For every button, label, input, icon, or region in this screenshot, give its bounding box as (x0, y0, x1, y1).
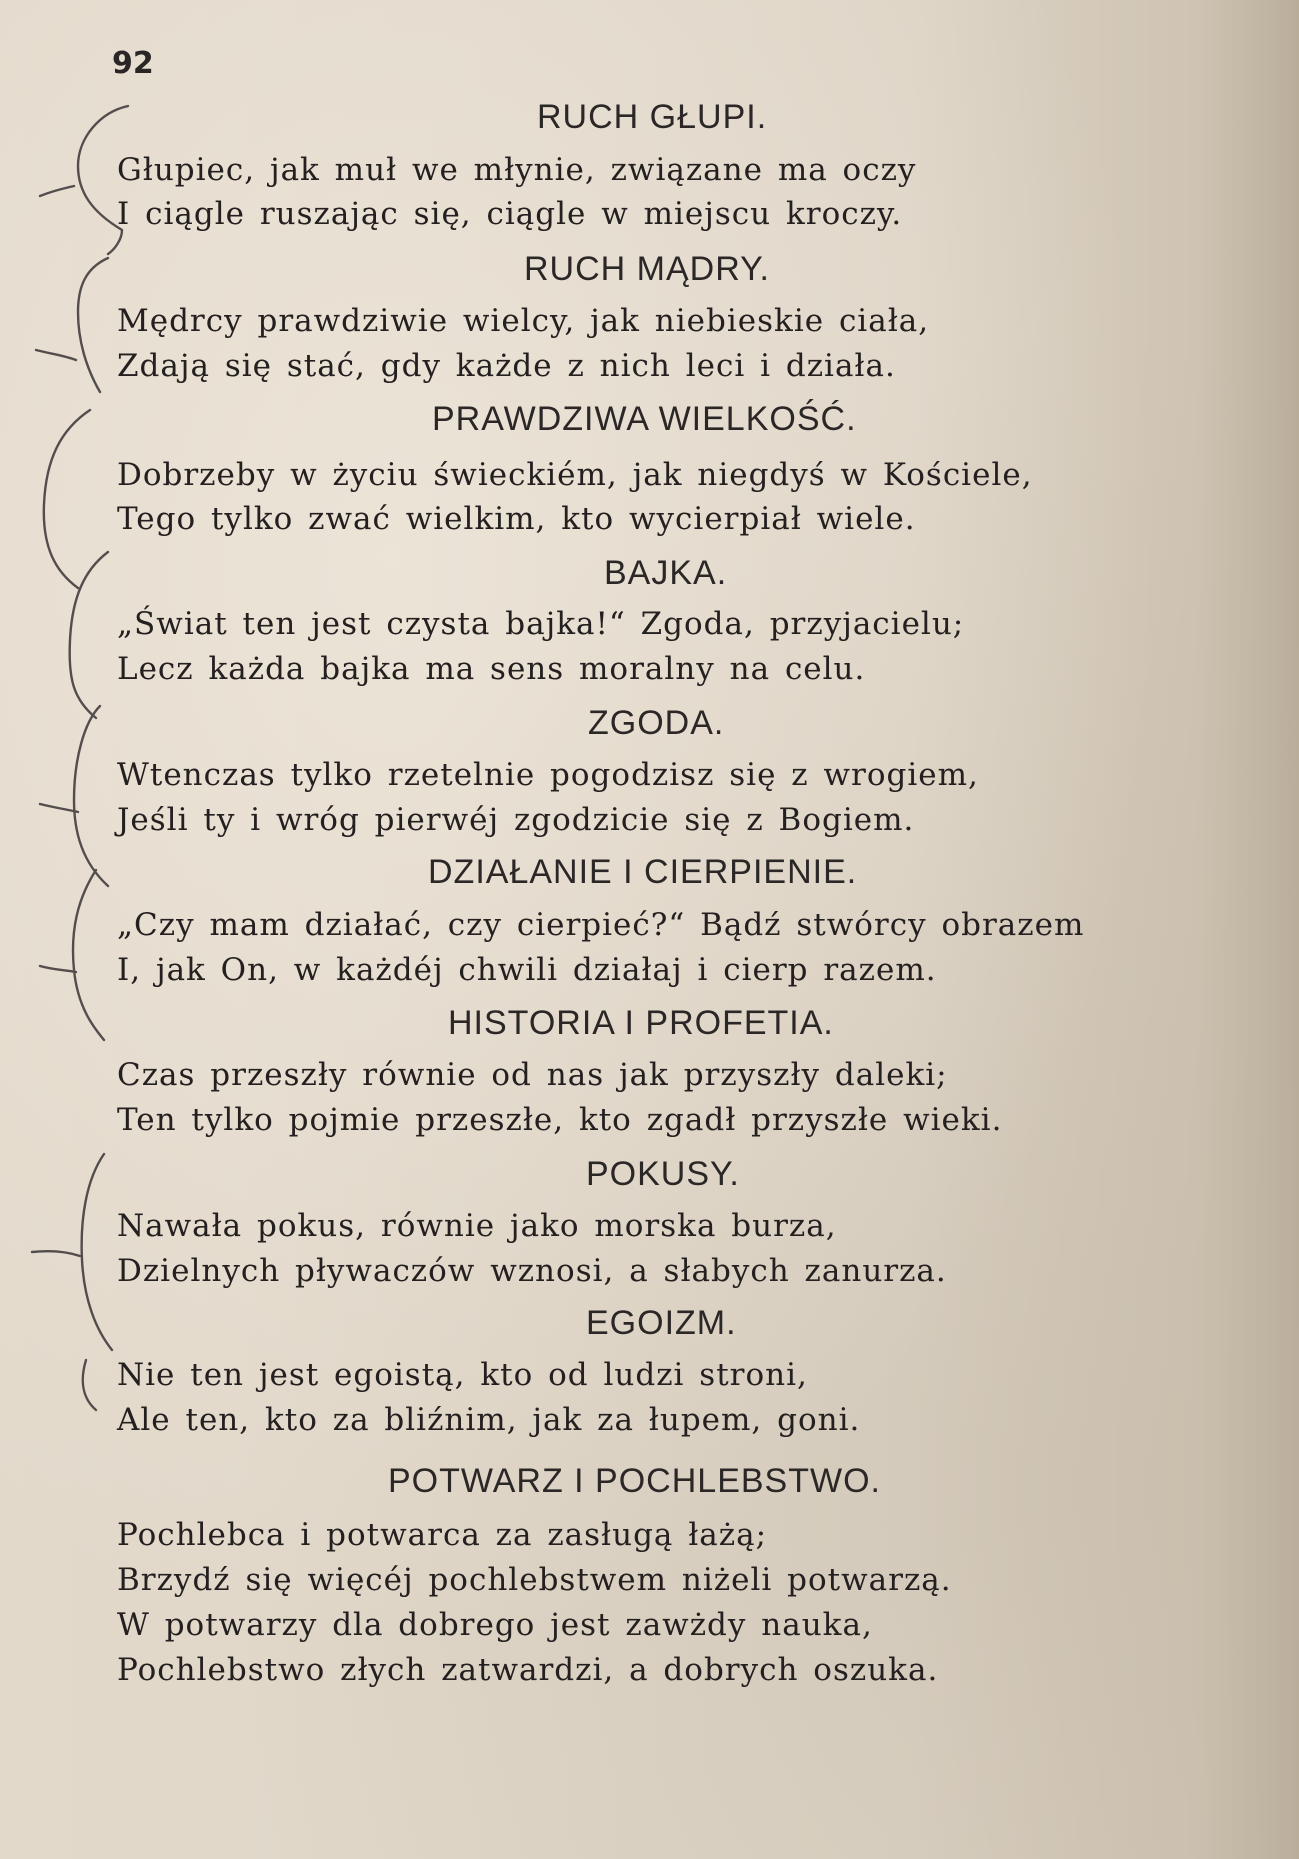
verse-line: I ciągle ruszając się, ciągle w miejscu kroczy. (117, 196, 903, 232)
verse-line: Zdają się stać, gdy każde z nich leci i działa. (117, 348, 896, 384)
verse-line: Pochlebca i potwarca za zasługą łażą; (117, 1517, 768, 1553)
verse-line: I, jak On, w każdéj chwili działaj i cierp razem. (117, 952, 937, 988)
verse-line: Wtenczas tylko rzetelnie pogodzisz się z wrogiem, (117, 757, 979, 793)
verse-line: W potwarzy dla dobrego jest zawżdy nauka, (117, 1607, 873, 1643)
verse-line: Tego tylko zwać wielkim, kto wycierpiał wiele. (117, 501, 916, 537)
book-page: 92 RUCH GŁUPI. Głupiec, jak muł we młynie, związane ma oczy I ciągle ruszając się, ciągle w miejscu kroczy. RUCH MĄDRY. Mędrcy prawdziwie wielcy, jak niebieskie ciała, Zdają się stać, gdy każde z nich leci i działa. PRAWDZIWA WIELKOŚĆ. Dobrzeby w życiu świeckiém, jak niegdyś w Kościele, Tego tylko zwać wielkim, kto wycierpiał wiele. BAJKA. „Świat ten jest czysta bajka!“ Zgoda, przyjacielu; Lecz każda bajka ma sens moralny na celu. ZGODA. Wtenczas tylko rzetelnie pogodzisz się z wrogiem, Jeśli ty i wróg pierwéj zgodzicie się z Bogiem. DZIAŁANIE I CIERPIENIE. „Czy mam działać, czy cierpieć?“ Bądź stwórcy obrazem I, jak On, w każdéj chwili działaj i cierp razem. HISTORIA I PROFETIA. Czas przeszły równie od nas jak przyszły daleki; Ten tylko pojmie przeszłe, kto zgadł przyszłe wieki. POKUSY. Nawała pokus, równie jako morska burza, Dzielnych pływaczów wznosi, a słabych zanurza. EGOIZM. Nie ten jest egoistą, kto od ludzi stroni, Ale ten, kto za bliźnim, jak za łupem, goni. POTWARZ I POCHLEBSTWO. Pochlebca i potwarca za zasługą łażą; Brzydź się więcéj pochlebstwem niżeli potwarzą. W potwarzy dla dobrego jest zawżdy nauka, Pochlebstwo złych zatwardzi, a dobrych oszuka. (0, 0, 1299, 1859)
verse-line: Jeśli ty i wróg pierwéj zgodzicie się z Bogiem. (117, 802, 915, 838)
verse-line: Mędrcy prawdziwie wielcy, jak niebieskie ciała, (117, 303, 930, 339)
verse-line: Ten tylko pojmie przeszłe, kto zgadł przyszłe wieki. (117, 1102, 1003, 1138)
verse-line: „Czy mam działać, czy cierpieć?“ Bądź stwórcy obrazem (117, 907, 1085, 943)
page-number: 92 (112, 46, 154, 81)
verse-line: Dzielnych pływaczów wznosi, a słabych zanurza. (117, 1253, 947, 1289)
verse-line: „Świat ten jest czysta bajka!“ Zgoda, przyjacielu; (117, 606, 965, 642)
verse-line: Ale ten, kto za bliźnim, jak za łupem, goni. (117, 1402, 861, 1438)
verse-line: Czas przeszły równie od nas jak przyszły daleki; (117, 1057, 948, 1093)
verse-line: Lecz każda bajka ma sens moralny na celu. (117, 651, 866, 687)
verse-line: Pochlebstwo złych zatwardzi, a dobrych oszuka. (117, 1652, 939, 1688)
verse-line: Dobrzeby w życiu świeckiém, jak niegdyś w Kościele, (117, 457, 1033, 493)
verse-line: Nie ten jest egoistą, kto od ludzi stroni, (117, 1357, 808, 1393)
verse-line: Brzydź się więcéj pochlebstwem niżeli potwarzą. (117, 1562, 952, 1598)
verse-line: Nawała pokus, równie jako morska burza, (117, 1208, 837, 1244)
verse-line: Głupiec, jak muł we młynie, związane ma oczy (117, 152, 917, 188)
